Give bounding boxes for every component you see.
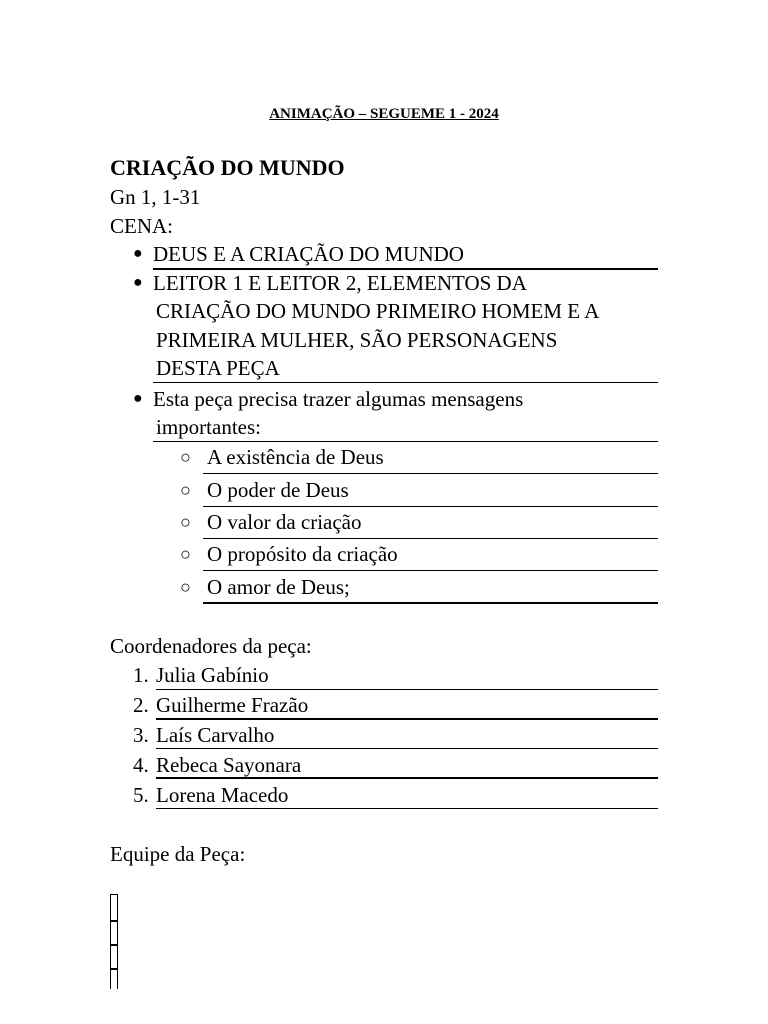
underline-rule bbox=[203, 602, 658, 604]
coordinator-item-4: Rebeca Sayonara bbox=[156, 753, 302, 777]
coordinators-label: Coordenadores da peça: bbox=[110, 634, 312, 658]
team-label: Equipe da Peça: bbox=[110, 842, 246, 866]
bullet-item-3-line-2: importantes: bbox=[156, 415, 261, 439]
list-number: 2. bbox=[133, 693, 149, 717]
coordinator-item-2: Guilherme Frazão bbox=[156, 693, 309, 717]
page-header-title: ANIMAÇÃO – SEGUEME 1 - 2024 bbox=[269, 106, 499, 122]
coordinator-item-3: Laís Carvalho bbox=[156, 723, 275, 747]
circle-bullet-icon: ○ bbox=[180, 480, 191, 500]
bullet-item-1: DEUS E A CRIAÇÃO DO MUNDO bbox=[153, 242, 464, 266]
underline-rule bbox=[156, 777, 658, 779]
underline-rule bbox=[156, 808, 658, 809]
table-cell bbox=[110, 894, 118, 922]
circle-bullet-icon: ○ bbox=[180, 577, 191, 597]
coordinator-item-5: Lorena Macedo bbox=[156, 783, 289, 807]
table-cell bbox=[110, 968, 118, 989]
circle-bullet-icon: ○ bbox=[180, 544, 191, 564]
bullet-item-3-line-1: Esta peça precisa trazer algumas mensagens bbox=[153, 387, 524, 411]
coordinator-item-1: Julia Gabínio bbox=[156, 663, 269, 687]
list-number: 1. bbox=[133, 663, 149, 687]
message-item-2: O poder de Deus bbox=[207, 478, 349, 502]
underline-rule bbox=[153, 382, 658, 383]
bullet-icon: ● bbox=[133, 245, 143, 262]
underline-rule bbox=[156, 748, 658, 749]
message-item-5: O amor de Deus; bbox=[207, 575, 350, 599]
scene-label: CENA: bbox=[110, 214, 173, 238]
message-item-1: A existência de Deus bbox=[207, 445, 384, 469]
bullet-item-2-line-1: LEITOR 1 E LEITOR 2, ELEMENTOS DA bbox=[153, 271, 527, 295]
bullet-item-2-line-3: PRIMEIRA MULHER, SÃO PERSONAGENS bbox=[156, 328, 558, 352]
table-cell bbox=[110, 944, 118, 970]
list-number: 3. bbox=[133, 723, 149, 747]
message-item-4: O propósito da criação bbox=[207, 542, 398, 566]
bullet-item-2-line-4: DESTA PEÇA bbox=[156, 356, 280, 380]
list-number: 4. bbox=[133, 753, 149, 777]
table-cell bbox=[110, 920, 118, 946]
bullet-icon: ● bbox=[133, 274, 143, 291]
circle-bullet-icon: ○ bbox=[180, 447, 191, 467]
bullet-icon: ● bbox=[133, 390, 143, 407]
bible-reference: Gn 1, 1-31 bbox=[110, 185, 201, 209]
bullet-item-2-line-2: CRIAÇÃO DO MUNDO PRIMEIRO HOMEM E A bbox=[156, 299, 600, 323]
message-item-3: O valor da criação bbox=[207, 510, 362, 534]
list-number: 5. bbox=[133, 783, 149, 807]
circle-bullet-icon: ○ bbox=[180, 512, 191, 532]
section-title: CRIAÇÃO DO MUNDO bbox=[110, 155, 345, 180]
